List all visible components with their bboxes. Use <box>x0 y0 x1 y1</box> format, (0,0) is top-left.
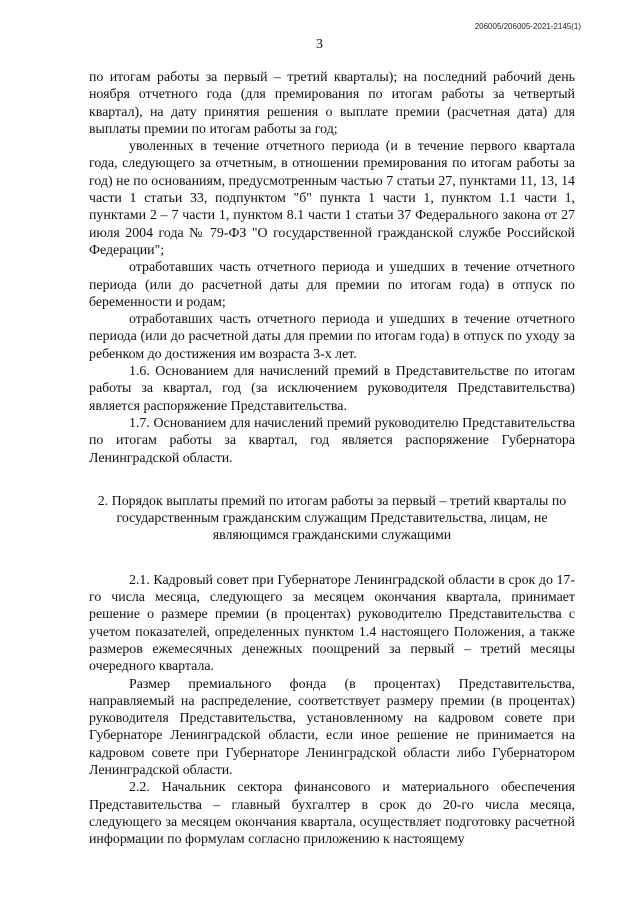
paragraph: 1.6. Основанием для начислений премий в Представительстве по итогам работы за квартал, год (за исключением руководителя Представительства) является распоряжение Представительства. <box>89 364 575 414</box>
section-heading: 2. Порядок выплаты премий по итогам работы за первый – третий кварталы по государственным гражданским служащим Представительства, лицам, не являющимся гражданскими служащими <box>97 493 567 544</box>
paragraph: 1.7. Основанием для начислений премий руководителю Представительства по итогам работы за квартал, год является распоряжение Губернатора Ленинградской области. <box>89 415 575 466</box>
paragraph: отработавших часть отчетного периода и ушедших в течение отчетного периода (или до расчетной даты для премии по итогам года) в отпуск по уходу за ребенком до достижения им возраста 3-х лет. <box>89 312 575 362</box>
document-body <box>89 69 575 848</box>
paragraph: 2.2. Начальник сектора финансового и материального обеспечения Представительства – главный бухгалтер в срок до 20-го числа месяца, следующего за месяцем окончания квартала, осуществляет подготовку расчетной информации по формулам согласно приложению к настоящему <box>89 780 575 848</box>
paragraph: Размер премиального фонда (в процентах) Представительства, направляемый на распределение, соответствует размеру премии (в процентах) руководителя Представительства, установленному на кадровом совете при Губернаторе Ленинградской области, если иное решение не принимается на кадровом совете при Губернаторе Ленинградской области либо Губернатором Ленинградской области. <box>89 676 575 778</box>
page-number: 3 <box>316 37 323 52</box>
paragraph: по итогам работы за первый – третий кварталы); на последний рабочий день ноября отчетного года (для премирования по итогам работы за четвертый квартал), на дату принятия решения о выплате премии (расчетная дата) для выплаты премии по итогам работы за год; <box>89 70 575 137</box>
paragraph: отработавших часть отчетного периода и ушедших в течение отчетного периода (или до расчетной даты для премии по итогам года) в отпуск по беременности и родам; <box>89 260 575 310</box>
paragraph: 2.1. Кадровый совет при Губернаторе Ленинградской области в срок до 17-го числа месяца, следующего за месяцем окончания квартала, принимает решение о размере премии (в процентах) руководителю Представительства с учетом показателей, определенных пунктом 1.4 настоящего Положения, а также размеров ежемесячных денежных поощрений за первый – третий месяцы очередного квартала. <box>89 572 575 675</box>
paragraph: уволенных в течение отчетного периода (и в течение первого квартала года, следующего за отчетным, в отношении премирования по итогам работы за год) не по основаниям, предусмотренным частью 7 статьи 27, пунктами 11, 13, 14 части 1 статьи 33, подпунктом "б" пункта 1 части 1, пунктом 1.1 части 1, пунктами 2 – 7 части 1, пунктом 8.1 части 1 статьи 37 Федерального закона от 27 июля 2004 года № 79-ФЗ "О государственной гражданской службе Российской Федерации"; <box>89 139 575 258</box>
document-id: 206005/206005-2021-2145(1) <box>474 22 581 31</box>
